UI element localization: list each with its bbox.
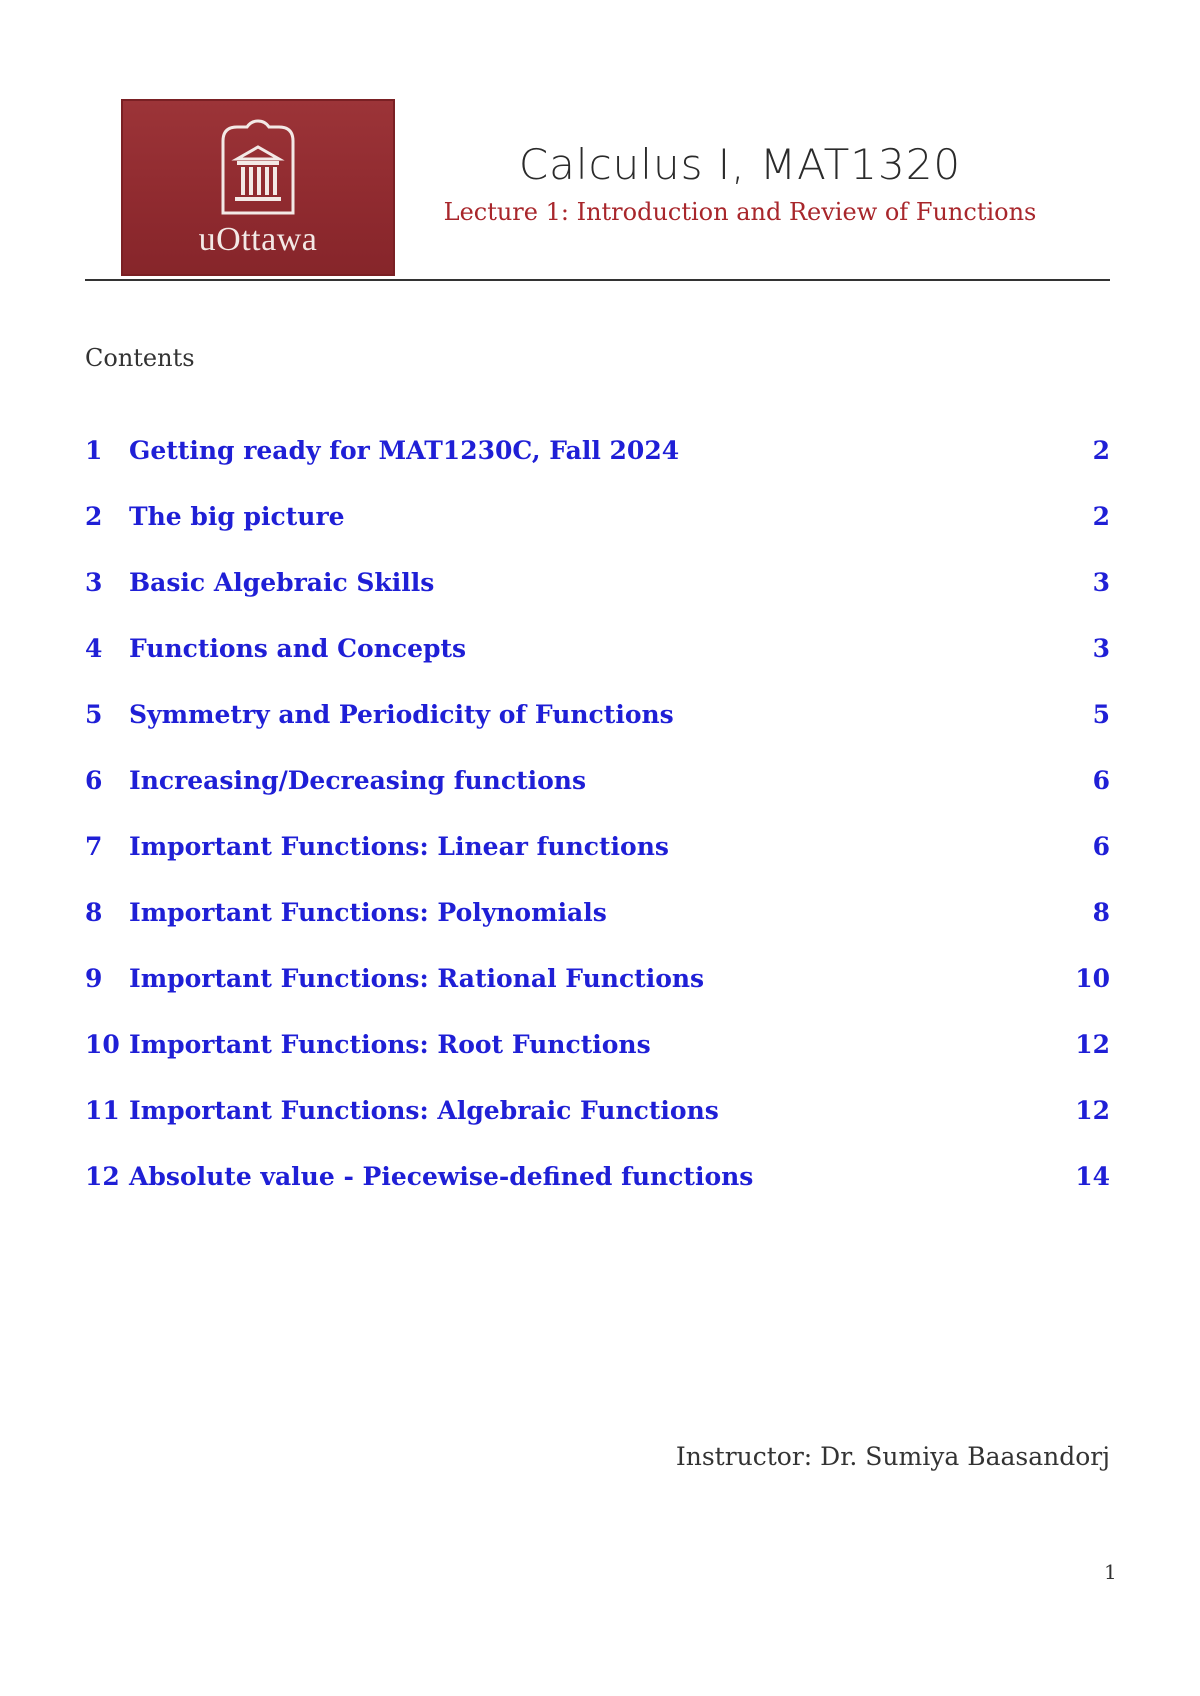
toc-entry[interactable] [85,496,1110,536]
toc-entry-title: Getting ready for MAT1230C, Fall 2024 [129,435,680,465]
toc-entry-number: 5 [85,699,103,729]
toc-entry-title: The big picture [129,501,345,531]
toc-entry[interactable] [85,760,1110,800]
toc-entry-title: Functions and Concepts [129,633,467,663]
uottawa-logo [121,99,395,276]
toc-entry-number: 10 [85,1029,120,1059]
toc-entry-page: 8 [1092,897,1110,927]
toc-entry-number: 1 [85,435,103,465]
toc-entry-title: Important Functions: Rational Functions [129,963,705,993]
toc-entry[interactable] [85,628,1110,668]
toc-entry[interactable] [85,694,1110,734]
toc-entry-page: 2 [1092,435,1110,465]
toc-entry-page: 10 [1075,963,1110,993]
contents-heading: Contents [85,344,195,372]
toc-entry-title: Important Functions: Linear functions [129,831,669,861]
toc-entry-page: 5 [1092,699,1110,729]
toc-entry-number: 2 [85,501,103,531]
toc-entry-title: Important Functions: Algebraic Functions [129,1095,719,1125]
toc-entry-page: 3 [1092,633,1110,663]
toc-entry-page: 3 [1092,567,1110,597]
instructor-name: Instructor: Dr. Sumiya Baasandorj [675,1442,1110,1471]
toc-entry-number: 11 [85,1095,120,1125]
toc-entry[interactable] [85,958,1110,998]
toc-entry[interactable] [85,826,1110,866]
toc-entry-number: 3 [85,567,103,597]
toc-entry-page: 6 [1092,831,1110,861]
toc-entry-title: Basic Algebraic Skills [129,567,435,597]
toc-entry-number: 8 [85,897,103,927]
toc-entry-title: Absolute value - Piecewise-defined functions [129,1161,754,1191]
university-building-icon [217,119,299,219]
toc-entry-title: Symmetry and Periodicity of Functions [129,699,674,729]
toc-entry-page: 6 [1092,765,1110,795]
course-title: Calculus I, MAT1320 [518,140,962,189]
toc-entry[interactable] [85,430,1110,470]
toc-entry-page: 2 [1092,501,1110,531]
toc-entry-page: 12 [1075,1029,1110,1059]
toc-entry[interactable] [85,562,1110,602]
page-number: 1 [1104,1560,1117,1584]
toc-entry-title: Important Functions: Polynomials [129,897,607,927]
toc-entry[interactable] [85,892,1110,932]
logo-wordmark: uOttawa [198,221,318,258]
toc-entry-title: Important Functions: Root Functions [129,1029,651,1059]
toc-entry[interactable] [85,1156,1110,1196]
lecture-subtitle: Lecture 1: Introduction and Review of Functions [443,198,1037,226]
toc-entry-number: 12 [85,1161,120,1191]
toc-entry[interactable] [85,1090,1110,1130]
toc-entry-number: 6 [85,765,103,795]
toc-entry[interactable] [85,1024,1110,1064]
toc-entry-number: 9 [85,963,103,993]
toc-entry-number: 4 [85,633,103,663]
toc-entry-page: 12 [1075,1095,1110,1125]
toc-entry-title: Increasing/Decreasing functions [129,765,587,795]
toc-entry-page: 14 [1075,1161,1110,1191]
toc-entry-number: 7 [85,831,103,861]
header-divider [85,279,1110,281]
